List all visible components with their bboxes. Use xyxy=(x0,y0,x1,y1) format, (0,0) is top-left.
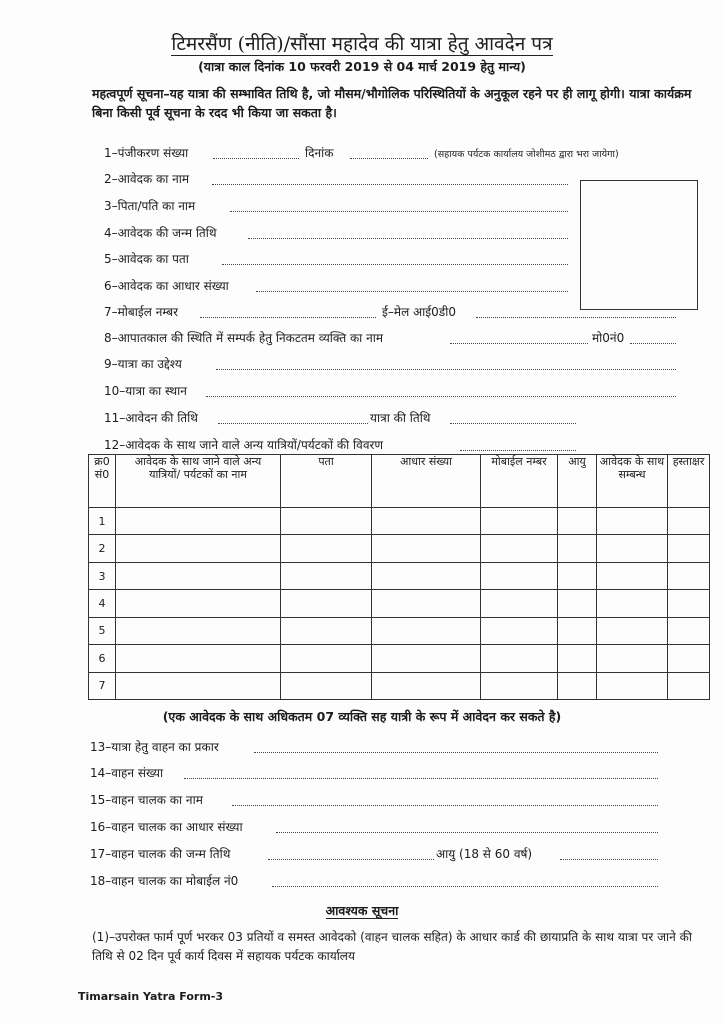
travel-place-label: 10–यात्रा का स्थान xyxy=(104,384,187,398)
row-number: 3 xyxy=(89,562,116,589)
driver-name-label: 15–वाहन चालक का नाम xyxy=(90,793,203,807)
travel-date-label: यात्रा की तिथि xyxy=(370,411,431,425)
col-signature: हस्ताक्षर xyxy=(668,455,710,508)
table-cell[interactable] xyxy=(558,672,597,699)
table-cell[interactable] xyxy=(481,617,558,644)
applicant-aadhaar-field[interactable] xyxy=(256,291,568,292)
registration-date-label: दिनांक xyxy=(305,146,334,160)
travel-date-field[interactable] xyxy=(450,423,576,424)
applicant-dob-field[interactable] xyxy=(248,238,568,239)
table-cell[interactable] xyxy=(558,535,597,562)
table-cell[interactable] xyxy=(281,562,372,589)
applicant-name-label: 2–आवेदक का नाम xyxy=(104,172,190,186)
table-cell[interactable] xyxy=(281,645,372,672)
applicant-address-label: 5–आवेदक का पता xyxy=(104,252,189,266)
table-cell[interactable] xyxy=(116,562,281,589)
driver-aadhaar-field[interactable] xyxy=(276,832,658,833)
table-cell[interactable] xyxy=(481,672,558,699)
table-cell[interactable] xyxy=(597,645,668,672)
applicant-address-field[interactable] xyxy=(222,264,568,265)
validity-period: (यात्रा काल दिनांक 10 फरवरी 2019 से 04 मार्च 2019 हेतु मान्य) xyxy=(198,59,526,74)
registration-number-label: 1–पंजीकरण संख्या xyxy=(104,146,189,160)
driver-dob-label: 17–वाहन चालक की जन्म तिथि xyxy=(90,847,231,861)
table-cell[interactable] xyxy=(481,562,558,589)
table-cell[interactable] xyxy=(372,508,481,535)
registration-date-field[interactable] xyxy=(350,158,428,159)
registration-number-field[interactable] xyxy=(213,158,299,159)
emergency-mobile-field[interactable] xyxy=(630,343,676,344)
table-row xyxy=(89,617,710,644)
driver-mobile-field[interactable] xyxy=(272,886,658,887)
driver-aadhaar-label: 16–वाहन चालक का आधार संख्या xyxy=(90,820,243,834)
vehicle-type-field[interactable] xyxy=(254,752,658,753)
table-cell[interactable] xyxy=(281,508,372,535)
driver-mobile-label: 18–वाहन चालक का मोबाईल नं0 xyxy=(90,874,239,888)
table-cell[interactable] xyxy=(116,590,281,617)
driver-name-field[interactable] xyxy=(232,805,658,806)
table-cell[interactable] xyxy=(116,617,281,644)
photo-box xyxy=(580,180,698,310)
table-cell[interactable] xyxy=(668,590,710,617)
table-cell[interactable] xyxy=(116,508,281,535)
table-cell[interactable] xyxy=(668,617,710,644)
col-address: पता xyxy=(281,455,372,508)
driver-age-label: आयु (18 से 60 वर्ष) xyxy=(436,847,533,861)
table-cell[interactable] xyxy=(558,617,597,644)
application-date-label: 11–आवेदन की तिथि xyxy=(104,411,198,425)
companions-table xyxy=(88,454,710,700)
important-notice: महत्वपूर्ण सूचना–यह यात्रा की सम्भावित तिथि है, जो मौसम/भौगोलिक परिस्थितियों के अनुकूल रहने पर ही लागू होगी। यात्रा कार्यक्रम बिना किसी पूर्व सूचना के रदद भी किया जा सकता है। xyxy=(92,86,692,120)
row-number: 7 xyxy=(89,672,116,699)
table-cell[interactable] xyxy=(668,535,710,562)
vehicle-number-field[interactable] xyxy=(184,778,658,779)
companions-section-label: 12–आवेदक के साथ जाने वाले अन्य यात्रियों/पर्यटकों की विवरण xyxy=(104,438,384,452)
table-cell[interactable] xyxy=(668,508,710,535)
mobile-number-field[interactable] xyxy=(200,317,376,318)
table-row xyxy=(89,535,710,562)
row-number: 5 xyxy=(89,617,116,644)
applicant-aadhaar-label: 6–आवेदक का आधार संख्या xyxy=(104,279,229,293)
table-cell[interactable] xyxy=(668,672,710,699)
vehicle-number-label: 14–वाहन संख्या xyxy=(90,766,164,780)
table-row xyxy=(89,645,710,672)
table-cell[interactable] xyxy=(372,535,481,562)
table-cell[interactable] xyxy=(597,590,668,617)
driver-age-field[interactable] xyxy=(560,859,658,860)
father-husband-name-label: 3–पिता/पति का नाम xyxy=(104,199,196,213)
form-title: टिमरसैंण (नीति)/सौंसा महादेव की यात्रा हेतु आवदेन पत्र xyxy=(171,33,553,55)
table-cell[interactable] xyxy=(558,645,597,672)
col-aadhaar: आधार संख्या xyxy=(372,455,481,508)
father-husband-name-field[interactable] xyxy=(230,211,568,212)
row-number: 1 xyxy=(89,508,116,535)
table-cell[interactable] xyxy=(372,590,481,617)
table-cell[interactable] xyxy=(481,535,558,562)
table-cell[interactable] xyxy=(481,508,558,535)
col-age: आयु xyxy=(558,455,597,508)
instructions-heading: आवश्यक सूचना xyxy=(325,903,399,918)
email-label: ई–मेल आई0डी0 xyxy=(382,305,456,319)
companions-section-line xyxy=(460,450,576,451)
table-cell[interactable] xyxy=(372,672,481,699)
application-date-field[interactable] xyxy=(218,423,368,424)
table-row xyxy=(89,672,710,699)
emergency-contact-label: 8–आपातकाल की स्थिति में सम्पर्क हेतु निकटतम व्यक्ति का नाम xyxy=(104,331,384,345)
email-field[interactable] xyxy=(476,317,676,318)
form-footer: Timarsain Yatra Form-3 xyxy=(78,990,224,1003)
table-cell[interactable] xyxy=(481,645,558,672)
vehicle-type-label: 13–यात्रा हेतु वाहन का प्रकार xyxy=(90,740,219,754)
table-cell[interactable] xyxy=(558,590,597,617)
driver-dob-field[interactable] xyxy=(268,859,434,860)
col-mobile: मोबाईल नम्बर xyxy=(481,455,558,508)
table-cell[interactable] xyxy=(558,562,597,589)
table-cell[interactable] xyxy=(281,617,372,644)
table-row xyxy=(89,562,710,589)
table-cell[interactable] xyxy=(597,562,668,589)
applicant-name-field[interactable] xyxy=(212,184,568,185)
table-cell[interactable] xyxy=(597,508,668,535)
travel-purpose-label: 9–यात्रा का उद्देश्य xyxy=(104,357,182,371)
table-cell[interactable] xyxy=(116,645,281,672)
travel-place-field[interactable] xyxy=(206,396,676,397)
col-companion-name: आवेदक के साथ जाने वाले अन्य यात्रियों/ पर्यटकों का नाम xyxy=(116,455,281,508)
table-cell[interactable] xyxy=(372,617,481,644)
table-cell[interactable] xyxy=(116,535,281,562)
table-cell[interactable] xyxy=(281,672,372,699)
row-number: 6 xyxy=(89,645,116,672)
table-cell[interactable] xyxy=(116,672,281,699)
table-cell[interactable] xyxy=(281,535,372,562)
table-cell[interactable] xyxy=(372,562,481,589)
row-number: 2 xyxy=(89,535,116,562)
applicant-dob-label: 4–आवेदक की जन्म तिथि xyxy=(104,226,217,240)
instruction-item-1: (1)–उपरोक्त फार्म पूर्ण भरकर 03 प्रतियों व समस्त आवेदको (वाहन चालक सहित) के आधार कार्ड की छायाप्रति के साथ यात्रा पर जाने की तिथि से 02 दिन पूर्व कार्य दिवस में सहायक पर्यटक कार्यालय xyxy=(92,930,692,963)
table-cell[interactable] xyxy=(281,590,372,617)
table-cell[interactable] xyxy=(668,645,710,672)
table-cell[interactable] xyxy=(597,617,668,644)
table-cell[interactable] xyxy=(597,535,668,562)
emergency-mobile-label: मो0नं0 xyxy=(592,331,625,345)
office-use-note: (सहायक पर्यटक कार्यालय जोशीमठ द्वारा भरा जायेगा) xyxy=(434,149,619,160)
col-relation: आवेदक के साथ सम्बन्ध xyxy=(597,455,668,508)
table-row xyxy=(89,590,710,617)
table-cell[interactable] xyxy=(668,562,710,589)
travel-purpose-field[interactable] xyxy=(216,369,676,370)
table-cell[interactable] xyxy=(481,590,558,617)
mobile-number-label: 7–मोबाईल नम्बर xyxy=(104,305,179,319)
table-row xyxy=(89,508,710,535)
table-cell[interactable] xyxy=(558,508,597,535)
row-number: 4 xyxy=(89,590,116,617)
companions-table-header xyxy=(89,455,710,508)
col-serial: क्र0 सं0 xyxy=(89,455,116,508)
table-cell[interactable] xyxy=(597,672,668,699)
max-companions-note: (एक आवेदक के साथ अधिकतम 07 व्यक्ति सह यात्री के रूप में आवेदन कर सकते है) xyxy=(162,709,562,724)
emergency-contact-field[interactable] xyxy=(450,343,588,344)
table-cell[interactable] xyxy=(372,645,481,672)
